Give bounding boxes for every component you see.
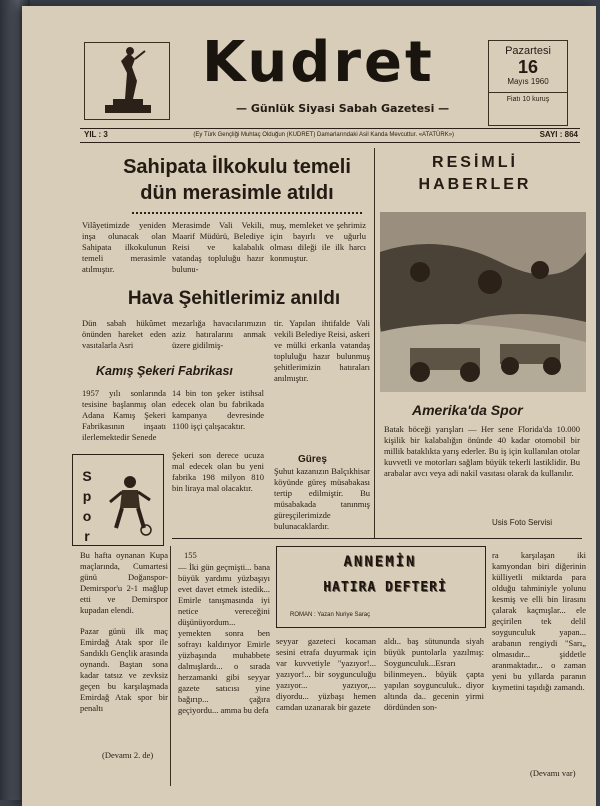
newspaper-page: [22, 6, 596, 806]
serial-left-col: — İki gün geçmişti... bana büyük yardımı yüzbaşıyı evet davet etmek istedik... Emirle tanışmasında iyi netice vereceğini düşünüyordum... yemekten sonra ben sofrayı kaldırıyor Emirle yüzbaşında muhabbete dalmışlardı... o sırada herzamanki gibi seyyar gazete satıcısı yine bağırıp... çağıra geçiyordu... amma bu defa: [178, 562, 270, 715]
serial-byline: ROMAN : Yazan Nuriye Saraç: [290, 612, 371, 618]
football-player-illustration: [102, 472, 158, 536]
article1-col1: Vilâyetimizde yeniden inşa olunacak olan Sahipata ilkokulunun temeli merasimle atılmıştır.: [82, 220, 166, 274]
article1-headline-line2: dün merasimle atıldı: [140, 182, 334, 204]
serial-number: 155: [184, 550, 197, 560]
photo-section-header-line1: RESİMLİ: [432, 154, 518, 171]
article1-col3: muş, memleket ve şehrimiz için bayırlı ve uğurlu olması dileği ile ilk harcı konmuştur.: [270, 220, 366, 263]
date-box: [488, 40, 568, 126]
article2-col1: Dün sabah hükûmet önünden hareket eden vasıtalarla Asri: [82, 318, 166, 350]
serial-mid-col: seyyar gazeteci kocaman sesini etrafa duyurmak için var kuvvetiyle "yazıyor!... yazıyor!... bir soygunculuğu yazıyor... yazıyor,... diyordu... yüzbaşı hemen camdan uzanarak bir gazete: [276, 636, 376, 712]
header-strip: [84, 130, 578, 139]
article1-col2: Merasimde Vali Vekili, Maarif Müdürü, Belediye Reisi ve kalabalık vatandaş topluluğu hazır bulunu-: [172, 220, 264, 274]
price: Fiatı 10 kuruş: [489, 92, 567, 103]
photo-section-header: [400, 152, 550, 196]
sport-continued: (Devamı 2. de): [102, 750, 154, 760]
photo-section-header-line2: HABERLER: [418, 176, 532, 193]
column-divider: [170, 546, 171, 786]
sport-letter: o: [82, 508, 92, 524]
article3-col1: 1957 yılı sonlarında tesisine başlanmış olan Adana Kamış Şekeri Fabrikasının inşaatı ilerlemektedir Senede: [82, 388, 166, 442]
photo-credit: Usis Foto Servisi: [492, 518, 553, 527]
serial-title-line1: ANNEMİN: [343, 554, 417, 570]
month-year: Mayıs 1960: [507, 77, 549, 86]
motto: (Ey Türk Gençliği Muhtaç Olduğun (KUDRET) Damarlarındaki Asil Kanda Mevcuttur. «ATATÜRK»): [193, 131, 455, 138]
day-name: Pazartesi: [505, 45, 551, 57]
article1-headline-line1: Sahipata İlkokulu temeli: [123, 156, 351, 178]
sport-letter: S: [82, 468, 92, 484]
sport-text1: Bu hafta oynanan Kupa maçlarında, Cumartesi günü Doğanspor-Demirspor'u 2-1 mağlup etti ve Demirspor kupadan elendi.: [80, 550, 168, 615]
sport-text2: Pazar günü ilk maç Emirdağ Atak spor ile Sandıklı Gençlik arasında oynandı. Baştan sona kadar tatsız ve zevksiz geçen bu karşılaşmada Emirdağ Atak spor bir penaltı: [80, 626, 168, 713]
article3-headline: Kamış Şekeri Fabrikası: [96, 364, 233, 378]
dotted-rule: [132, 212, 362, 214]
header-rule-bottom: [80, 142, 580, 143]
article1-headline: [102, 154, 372, 206]
sport-letters: [76, 466, 98, 546]
header-rule-top: [80, 128, 580, 129]
section-rule: [172, 538, 582, 539]
year-label: YIL : 3: [84, 130, 108, 139]
sport-letter: p: [82, 488, 92, 504]
photo-caption: Batak böceği yarışları — Her sene Florida'da 10.000 kişilik bir kalabalığın önünde 40 kadar otomobil bir millik bataklıkta yarış ederler. Bu iş için kullanılan otolar kuvvetli ve motorları sağlam büyük tekerli lastiklidir. Bu arabalar avcı veya adi nakil vasıtası olarak da kullanılır.: [384, 424, 580, 478]
swamp-buggy-photo: [380, 212, 586, 392]
article3-col2: 14 bin ton şeker istihsal edecek olan bu fabrikada kampanya devresinde 1100 işçi çalışacaktır.: [172, 388, 264, 431]
masthead-title: Kudret: [202, 30, 435, 95]
article2-headline: Hava Şehitlerimiz anıldı: [127, 288, 341, 309]
article2-col2: mezarlığa havacılarımızın aziz hatıralarını anmak üzere gidilmiş-: [172, 318, 266, 350]
day-number: 16: [517, 57, 539, 77]
photo-headline: Amerika'da Spor: [412, 402, 523, 418]
article4-text: Şuhut kazanızın Balçıkhisar köyünde güreş müsabakası tertip edilmiştir. Bu müsabakada tanınmış güreşçilerimizde bulunacaklardır.: [274, 466, 370, 531]
serial-title-line2: HATIRA DEFTERİ: [323, 580, 447, 595]
sport-letter: r: [84, 528, 90, 544]
article3-col2b: Şekeri son derece ucuza mal edecek olan bu yeni fabrika 198 milyon 810 bin liraya mal olacaktır.: [172, 450, 264, 493]
article2-col3: tir. Yapılan ihtifalde Vali vekili Belediye Reisi, askeri ve mülki erkanla vatandaş topluluğu hazır bulunmuş şehitlerimizin hatıraları anılmıştır.: [274, 318, 370, 383]
serial-mid-col2: aldı.. baş sütununda siyah büyük puntolarla yazılmış: Soygunculuk...Esrarı bilinmeyen.. büyük çapta yapılan soygunculuk.. diyor altında da.. gecenin yirmi dördünden son-: [384, 636, 484, 712]
masthead-subtitle: — Günlük Siyasi Sabah Gazetesi —: [236, 102, 450, 115]
serial-continued: (Devamı var): [530, 768, 576, 778]
column-divider: [374, 148, 375, 538]
issue-label: SAYI : 864: [539, 130, 578, 139]
serial-right-col: ra karşılaşan iki kamyondan biri diğerinin külliyetli miktarda para olduğu tahminiyle yolunu kesmiş ve elli bin lirasını çalarak kaçmışlar... ele geçirilen tek delil soygunculuk yapan... arabanın rengiydi "Sarı„ olmasıdır... şiddetle aranmaktadır... o zaman yeni bu yıllarda paranın kıymetini taşıdığı zamandı.: [492, 550, 586, 692]
statue-logo: [84, 42, 170, 120]
article4-headline: Güreş: [298, 454, 327, 465]
